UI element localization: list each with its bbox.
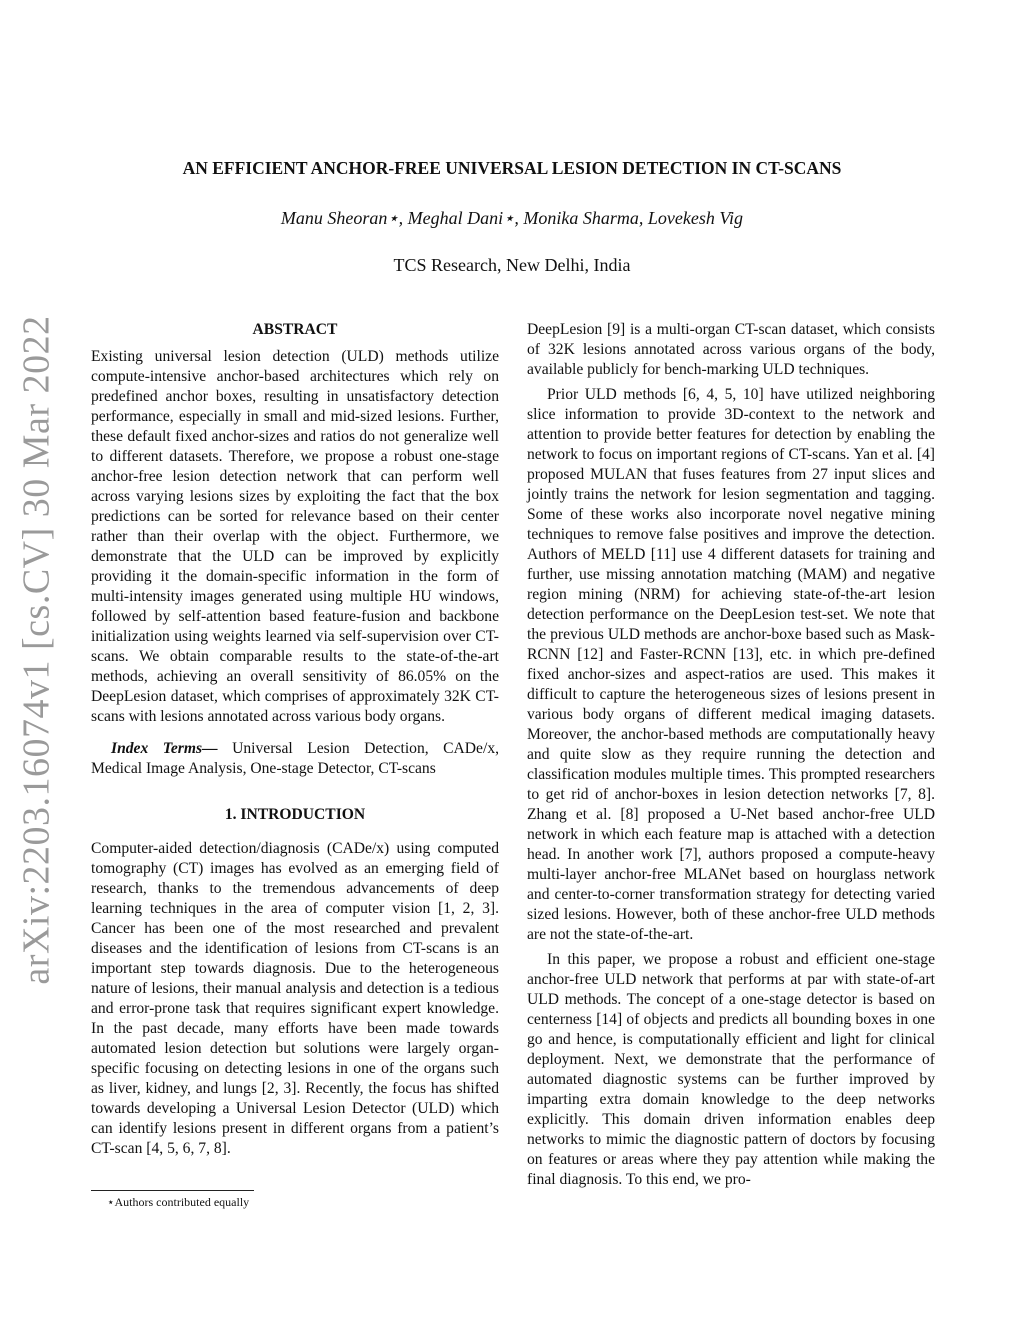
affiliation: TCS Research, New Delhi, India bbox=[393, 255, 631, 275]
introduction-paragraph-1: Computer-aided detection/diagnosis (CADe/x) using computed tomography (CT) images has evolved as an emerging field of research, thanks to the tremendous advancements of deep learning techniques in the area of computer vision [1, 2, 3]. Cancer has been one of the most researched and prevalent diseases and the identification of lesions from CT-scans is an important step towards diagnosis. Due to the heterogeneous nature of lesions, their manual analysis and detection is a tedious and error-prone task that requires significant expert knowledge. In the past decade, many efforts have been made towards automated lesion detection but solutions were largely organ-specific focusing on detecting lesions in one of the organs such as liver, kidney, and lungs [2, 3]. Recently, the focus has shifted towards developing a Universal Lesion Detector (ULD) which can identify lesions present in different organs from a patient’s CT-scan [4, 5, 6, 7, 8]. bbox=[91, 840, 499, 1157]
introduction-heading: 1. INTRODUCTION bbox=[224, 806, 366, 823]
index-terms-list: Universal Lesion Detection, CADe/x, Medical Image Analysis, One-stage Detector, CT-scans bbox=[91, 740, 500, 777]
introduction-paragraph-2: DeepLesion [9] is a multi-organ CT-scan dataset, which consists of 32K lesions annotated across various organs of the body, available publicly for bench-marking ULD techniques. bbox=[527, 321, 935, 378]
abstract-text: Existing universal lesion detection (ULD) methods utilize compute-intensive anchor-based architectures which rely on predefined anchor boxes, resulting in unsatisfactory detection performance, especially in small and mid-sized lesions. Further, these default fixed anchor-sizes and ratios do not generalize well to different datasets. Therefore, we propose a robust one-stage anchor-free lesion detection network that can perform well across varying lesions sizes by exploiting the fact that the box predictions can be sorted for relevance based on their center rather than their overlap with the object. Furthermore, we demonstrate that the ULD can be improved by explicitly providing it the domain-specific information in the form of multi-intensity images generated using multiple HU windows, followed by self-attention based feature-fusion and backbone initialization using weights learned via self-supervision over CT-scans. We obtain comparable results to the state-of-the-art methods, achieving an overall sensitivity of 86.05% on the DeepLesion dataset, which comprises of approximately 32K CT-scans with lesions annotated across various body organs. bbox=[91, 348, 499, 725]
author-list: Manu Sheoran⋆, Meghal Dani⋆, Monika Sharma, Lovekesh Vig bbox=[280, 208, 744, 228]
introduction-paragraph-4: In this paper, we propose a robust and efficient one-stage anchor-free ULD network that performs at par with state-of-art ULD methods. The concept of a one-stage detector is based on centerness [14] of objects and predicts all bounding boxes in one go and hence, is computationally efficient and light for clinical deployment. Next, we demonstrate that the performance of automated diagnostic systems can be further improved by imparting extra domain knowledge to the deep networks explicitly. This domain driven information enables deep networks to mimic the diagnostic pattern of doctors by focusing on features or areas where they pay attention while making the final diagnosis. To this end, we pro- bbox=[527, 951, 935, 1188]
abstract-heading: ABSTRACT bbox=[252, 321, 338, 338]
index-terms-label: Index Terms— bbox=[111, 740, 218, 757]
paper-title: AN EFFICIENT ANCHOR-FREE UNIVERSAL LESION DETECTION IN CT-SCANS bbox=[182, 158, 842, 178]
introduction-paragraph-3: Prior ULD methods [6, 4, 5, 10] have utilized neighboring slice information to provide 3D-context to the network and attention to provide better features for detection by enabling the network to focus on important regions of CT-scans. Yan et al. [4] proposed MULAN that fuses features from 27 input slices and jointly trains the network for lesion segmentation and tagging. Some of these works also incorporate novel negative mining techniques to remove false positives and improve the detection. Authors of MELD [11] use 4 different datasets for training and further, use missing annotation matching (MAM) and negative region mining (NRM) for achieving state-of-the-art lesion detection performance on the DeepLesion test-set. We note that the previous ULD methods are anchor-boxe based such as Mask-RCNN [12] and Faster-RCNN [13], etc. in which pre-defined fixed anchor-sizes and aspect-ratios are used. This makes it difficult to capture the heterogeneous sizes of lesions present in various body organs of different medical imaging datasets. Moreover, the anchor-based methods are computationally heavy and quite slow as they require running the detection and classification modules multiple times. This prompted researchers to get rid of anchor-boxes in lesion detection networks [7, 8]. Zhang et al. [8] proposed a U-Net based anchor-free ULD network in which each feature map is attached with a detection head. In another work [7], authors proposed a compute-heavy multi-layer anchor-free MLANet based on hourglass network and center-to-corner transformation strategy for detecting varied sized lesions. However, both of these anchor-free ULD methods are not the state-of-the-art. bbox=[527, 386, 935, 943]
footnote-divider bbox=[91, 1190, 254, 1191]
arxiv-identifier-stamp bbox=[8, 315, 66, 985]
footnote: ⋆Authors contributed equally bbox=[107, 1195, 250, 1209]
left-column bbox=[91, 320, 499, 1164]
right-column bbox=[527, 320, 935, 1195]
arxiv-identifier-text: arXiv:2203.16074v1 [cs.CV] 30 Mar 2022 bbox=[16, 315, 59, 985]
index-terms bbox=[91, 739, 499, 779]
